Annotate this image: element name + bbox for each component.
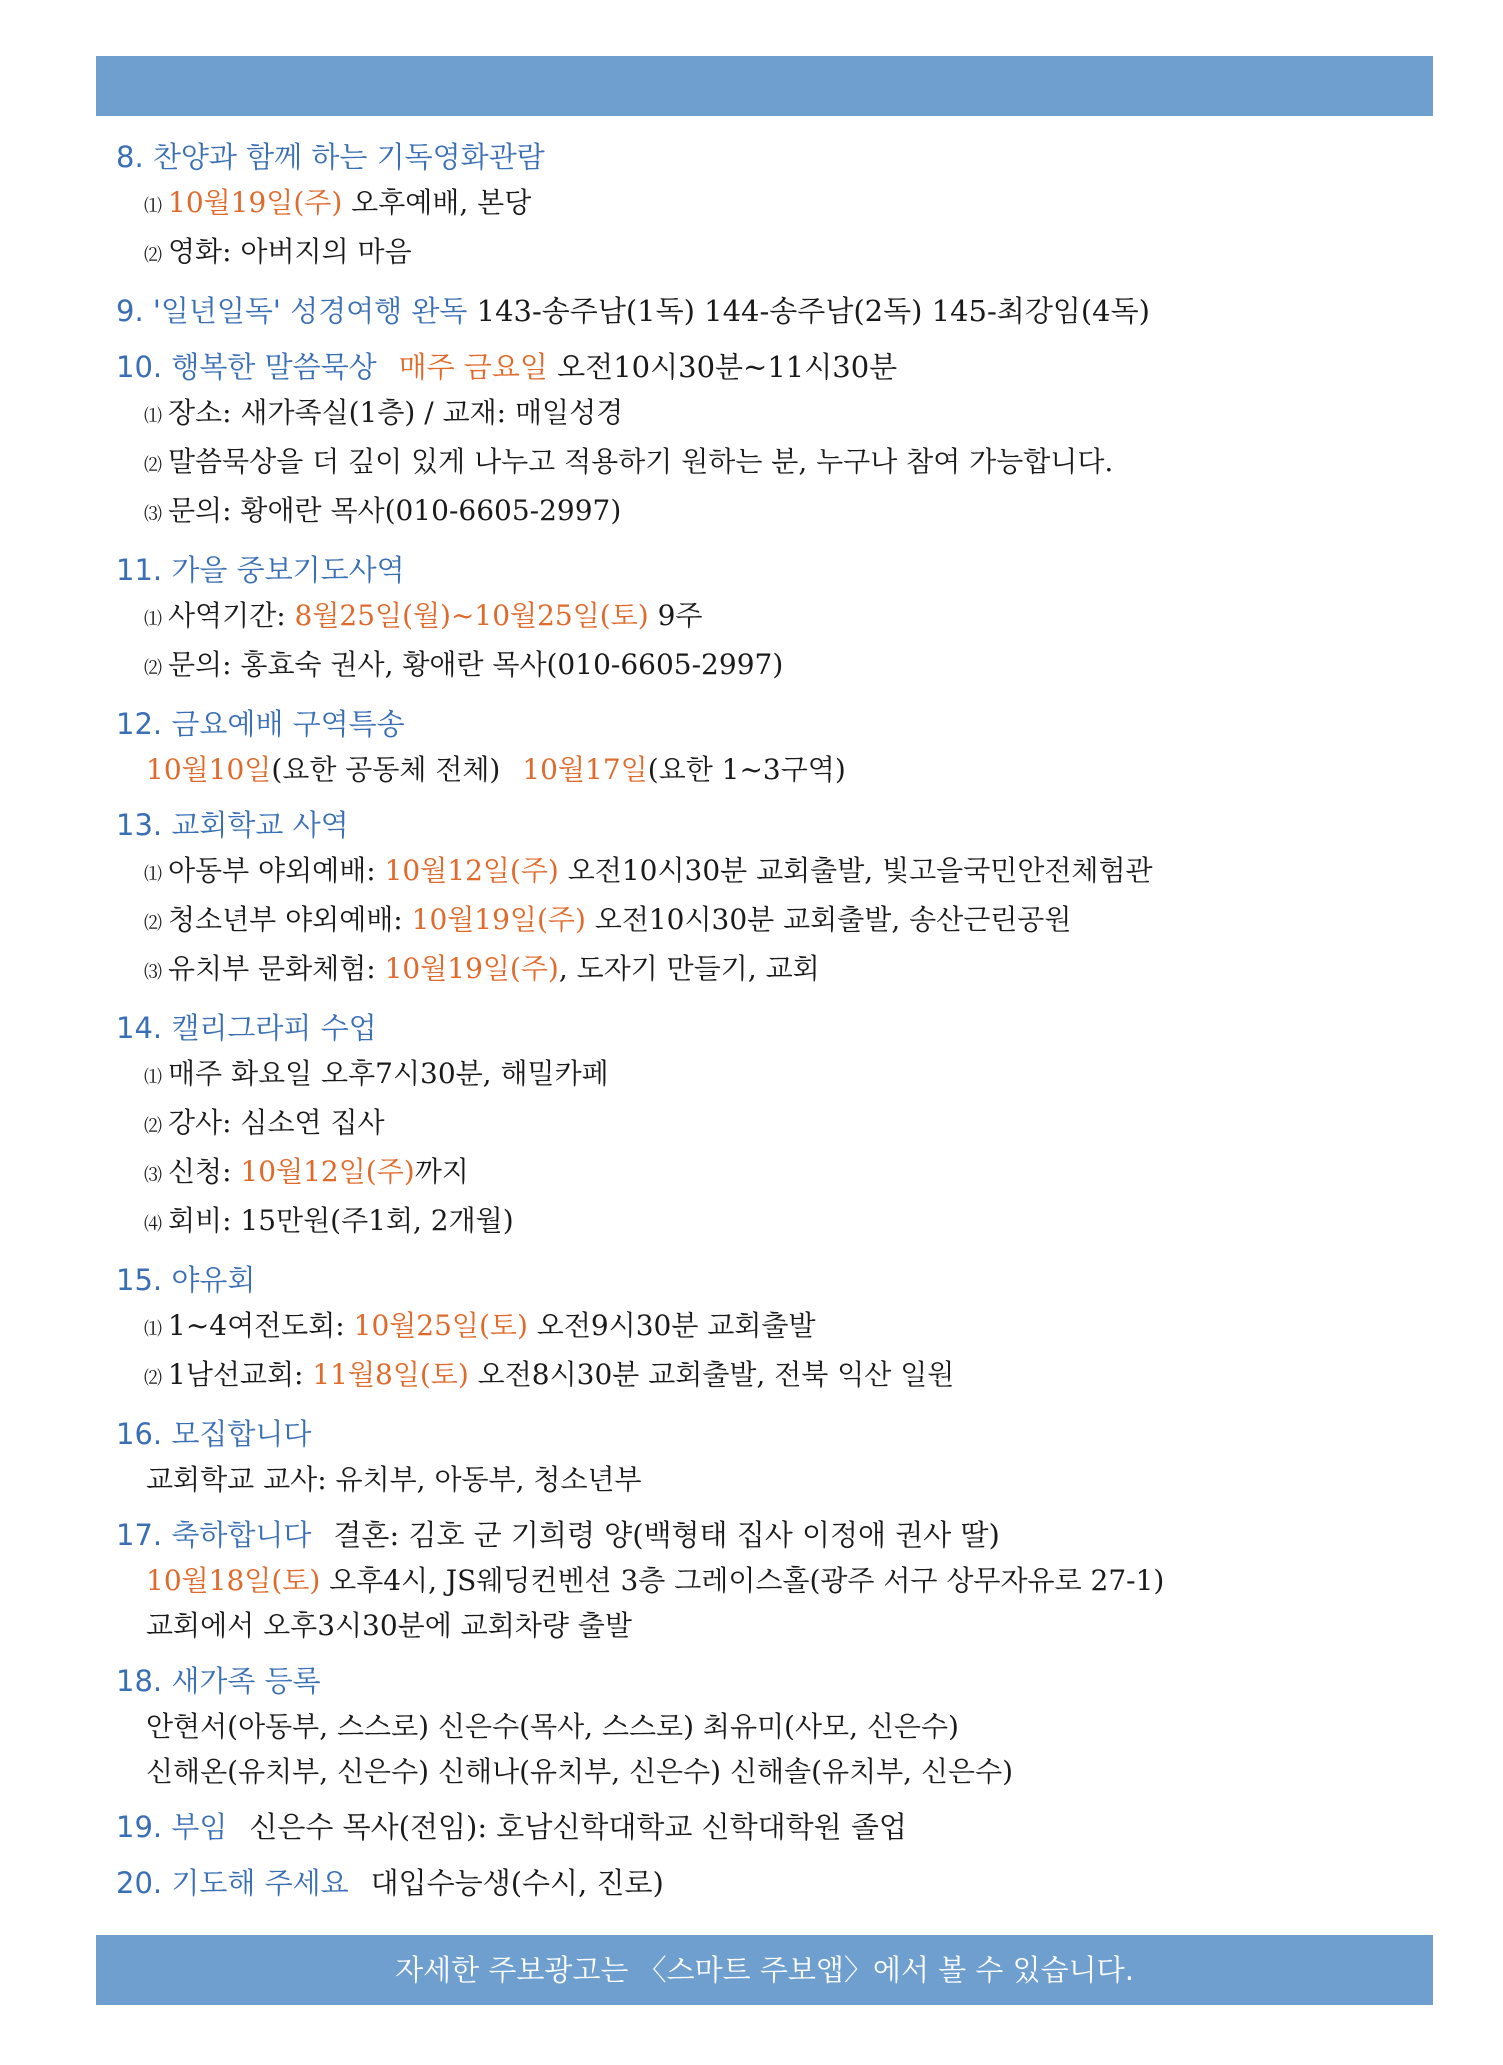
- section-16: [116, 1411, 1416, 1502]
- item-text: 오전8시30분 교회출발, 전북 익산 일원: [468, 1358, 955, 1391]
- section-title: 13. 교회학교 사역: [116, 808, 349, 842]
- list-item: 교회에서 오후3시30분에 교회차량 출발: [146, 1609, 632, 1642]
- item-text: 오전9시30분 교회출발: [527, 1309, 816, 1342]
- section-11: [116, 547, 1416, 691]
- list-item: 교회학교 교사: 유치부, 아동부, 청소년부: [146, 1463, 642, 1496]
- item-number: ⑴: [144, 196, 162, 217]
- item-number: ⑵: [144, 913, 162, 934]
- list-item: [116, 488, 1416, 537]
- item-text: 오후4시, JS웨딩컨벤션 3층 그레이스홀(광주 서구 상무자유로 27-1): [320, 1564, 1165, 1597]
- item-text: 신은수 목사(전임): 호남신학대학교 신학대학원 졸업: [249, 1810, 907, 1844]
- highlight-date: 10월12일(주): [240, 1155, 415, 1188]
- item-number: ⑴: [144, 609, 162, 630]
- item-text: 신청:: [168, 1155, 241, 1188]
- item-number: ⑴: [144, 406, 162, 427]
- highlight-date: 10월19일(주): [384, 952, 559, 985]
- header-bar: [96, 56, 1433, 116]
- item-text: 결혼: 김호 군 기희령 양(백형태 집사 이정애 권사 딸): [333, 1518, 1000, 1552]
- item-text: 까지: [414, 1155, 469, 1188]
- section-19: [116, 1804, 1416, 1850]
- list-item: [116, 1149, 1416, 1198]
- item-text: 오전10시30분 교회출발, 빛고을국민안전체험관: [558, 854, 1153, 887]
- highlight-date: 10월17일: [522, 753, 648, 786]
- section-20: [116, 1860, 1416, 1906]
- list-item: [116, 946, 1416, 995]
- list-item: [116, 390, 1416, 439]
- announcement-list: [116, 134, 1416, 1916]
- section-17: [116, 1512, 1416, 1648]
- highlight-date: 10월19일(주): [168, 186, 343, 219]
- item-text: 대입수능생(수시, 진로): [370, 1866, 664, 1900]
- highlight-date: 10월19일(주): [411, 903, 586, 936]
- list-item: [116, 747, 1416, 792]
- item-text: 오전10시30분 교회출발, 송산근린공원: [585, 903, 1072, 936]
- item-text: 강사: 심소연 집사: [168, 1106, 385, 1139]
- list-item: [116, 642, 1416, 691]
- list-item: [116, 1100, 1416, 1149]
- section-title: [116, 1804, 1416, 1850]
- item-number: ⑵: [144, 1116, 162, 1137]
- list-item: 안현서(아동부, 스스로) 신은수(목사, 스스로) 최유미(사모, 신은수): [146, 1710, 959, 1743]
- highlight-date: 10월25일(토): [353, 1309, 528, 1342]
- highlight-date: 매주 금요일: [398, 350, 548, 384]
- item-text: (요한 공동체 전체): [271, 753, 501, 786]
- section-12: [116, 701, 1416, 792]
- section-title: 8. 찬양과 함께 하는 기독영화관람: [116, 140, 545, 174]
- item-text: 사역기간:: [168, 599, 295, 632]
- item-text: 영화: 아버지의 마음: [168, 235, 412, 268]
- item-number: ⑵: [144, 245, 162, 266]
- item-number: ⑷: [144, 1214, 162, 1235]
- section-title-text: 17. 축하합니다: [116, 1518, 312, 1552]
- section-title: 16. 모집합니다: [116, 1417, 312, 1451]
- section-title: 15. 야유회: [116, 1263, 256, 1297]
- item-number: ⑶: [144, 962, 162, 983]
- item-text: 매주 화요일 오후7시30분, 해밀카페: [168, 1057, 609, 1090]
- section-title-text: 19. 부임: [116, 1810, 228, 1844]
- item-text: (요한 1~3구역): [647, 753, 846, 786]
- section-title: 18. 새가족 등록: [116, 1664, 321, 1698]
- section-13: [116, 802, 1416, 995]
- item-number: ⑴: [144, 864, 162, 885]
- section-9: [116, 288, 1416, 334]
- list-item: 신해온(유치부, 신은수) 신해나(유치부, 신은수) 신해솔(유치부, 신은수): [146, 1755, 1014, 1788]
- list-item: [116, 897, 1416, 946]
- item-number: ⑴: [144, 1319, 162, 1340]
- item-text: 청소년부 야외예배:: [168, 903, 412, 936]
- section-title-text: 10. 행복한 말씀묵상: [116, 350, 377, 384]
- highlight-date: 10월12일(주): [384, 854, 559, 887]
- section-title: 11. 가을 중보기도사역: [116, 553, 405, 587]
- list-item: [116, 1558, 1416, 1603]
- item-number: ⑶: [144, 504, 162, 525]
- list-item: [116, 1198, 1416, 1247]
- list-item: [116, 180, 1416, 229]
- section-title: [116, 288, 1416, 334]
- highlight-date: 10월10일: [146, 753, 272, 786]
- section-18: [116, 1658, 1416, 1794]
- item-text: 1~4여전도회:: [168, 1309, 354, 1342]
- section-title-text: 9. '일년일독' 성경여행 완독: [116, 294, 468, 328]
- list-item: [116, 1352, 1416, 1401]
- section-14: [116, 1005, 1416, 1247]
- section-title: [116, 1860, 1416, 1906]
- footer-bar: [96, 1935, 1433, 2005]
- section-title: [116, 1512, 1416, 1558]
- item-number: ⑴: [144, 1067, 162, 1088]
- item-text: 유치부 문화체험:: [168, 952, 385, 985]
- item-text: 회비: 15만원(주1회, 2개월): [168, 1204, 514, 1237]
- section-title: 12. 금요예배 구역특송: [116, 707, 405, 741]
- item-text: 말씀묵상을 더 깊이 있게 나누고 적용하기 원하는 분, 누구나 참여 가능합니다.: [168, 445, 1114, 478]
- item-text: 오후예배, 본당: [342, 186, 532, 219]
- item-text: 1남선교회:: [168, 1358, 313, 1391]
- item-text: 오전10시30분~11시30분: [557, 350, 898, 384]
- item-number: ⑵: [144, 1368, 162, 1389]
- item-text: 143-송주남(1독) 144-송주남(2독) 145-최강임(4독): [476, 294, 1150, 328]
- item-text: 9주: [648, 599, 703, 632]
- item-text: 문의: 황애란 목사(010-6605-2997): [168, 494, 622, 527]
- highlight-date: 11월8일(토): [312, 1358, 469, 1391]
- item-text: 아동부 야외예배:: [168, 854, 385, 887]
- item-text: 문의: 홍효숙 권사, 황애란 목사(010-6605-2997): [168, 648, 784, 681]
- highlight-date: 10월18일(토): [146, 1564, 321, 1597]
- list-item: [116, 1303, 1416, 1352]
- list-item: [116, 229, 1416, 278]
- section-title: [116, 344, 1416, 390]
- item-number: ⑵: [144, 658, 162, 679]
- item-text: , 도자기 만들기, 교회: [558, 952, 820, 985]
- item-text: 장소: 새가족실(1층) / 교재: 매일성경: [168, 396, 624, 429]
- footer-text: 자세한 주보광고는 〈스마트 주보앱〉에서 볼 수 있습니다.: [395, 1953, 1134, 1987]
- item-number: ⑶: [144, 1165, 162, 1186]
- list-item: [116, 1051, 1416, 1100]
- list-item: [116, 439, 1416, 488]
- section-10: [116, 344, 1416, 537]
- section-8: [116, 134, 1416, 278]
- list-item: [116, 848, 1416, 897]
- section-title-text: 20. 기도해 주세요: [116, 1866, 349, 1900]
- section-15: [116, 1257, 1416, 1401]
- section-title: 14. 캘리그라피 수업: [116, 1011, 377, 1045]
- highlight-date: 8월25일(월)~10월25일(토): [294, 599, 649, 632]
- item-number: ⑵: [144, 455, 162, 476]
- list-item: [116, 593, 1416, 642]
